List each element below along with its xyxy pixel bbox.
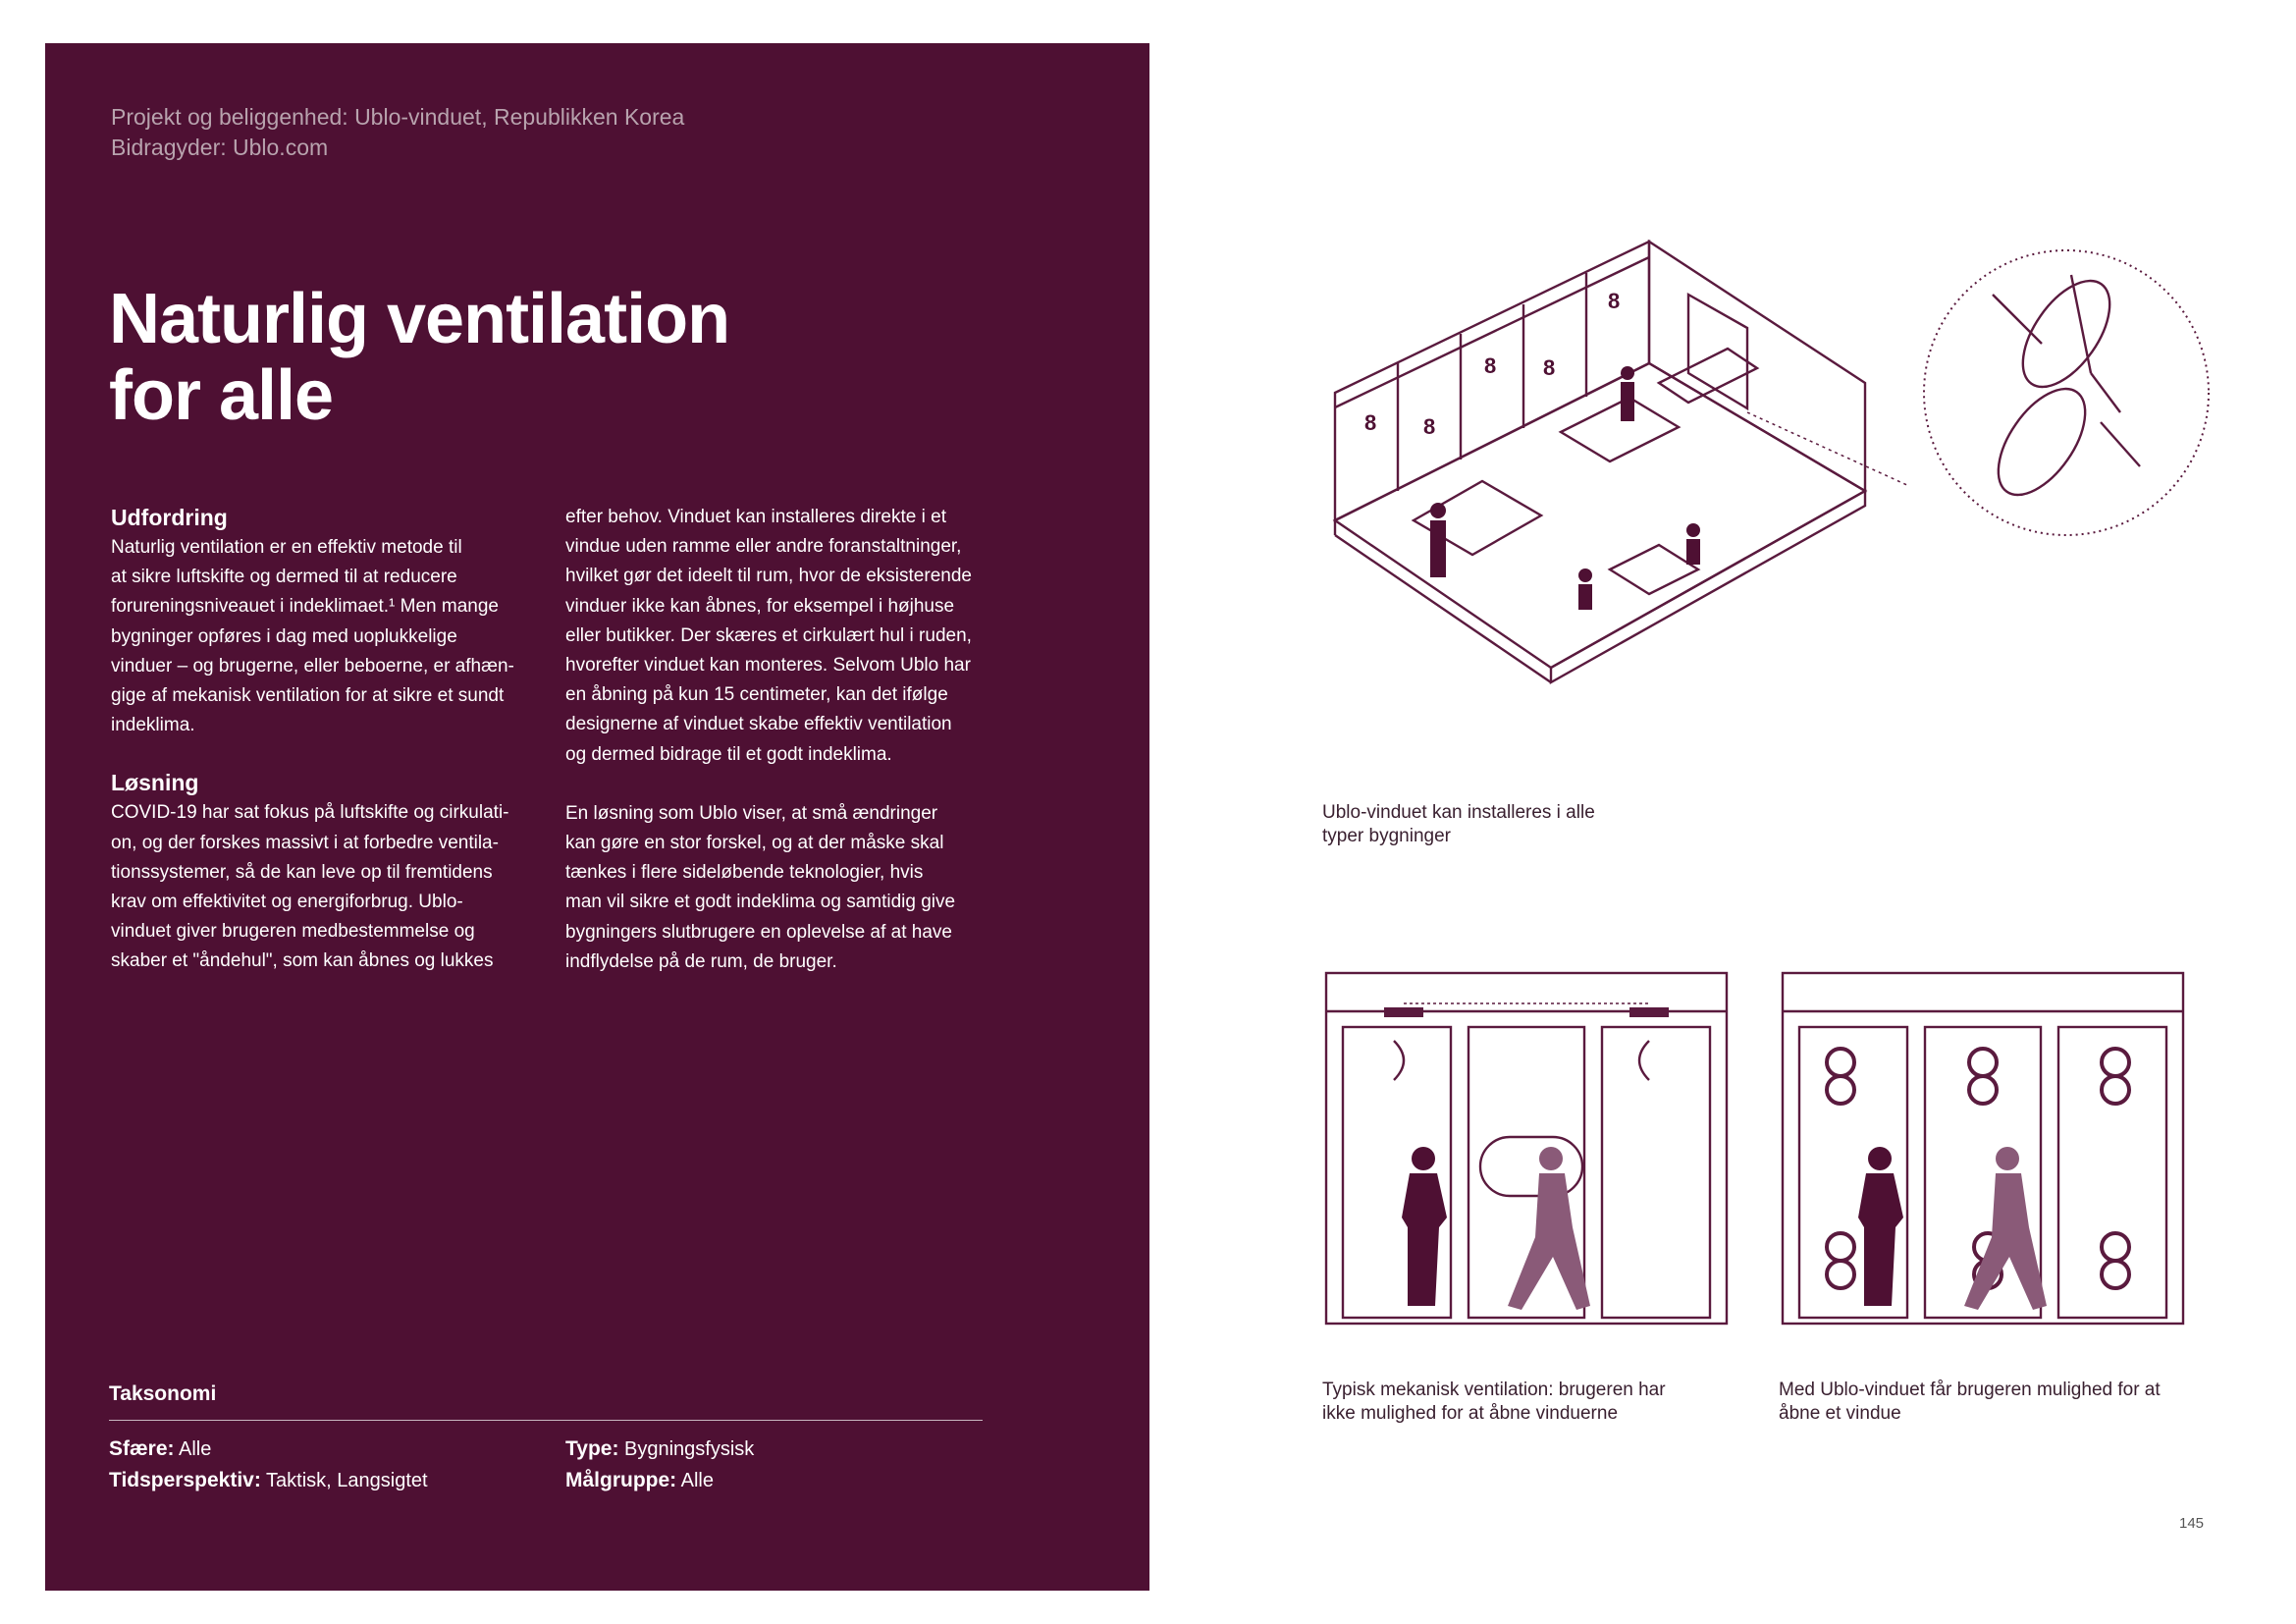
svg-text:8: 8: [1484, 353, 1497, 378]
text-line: skaber et "åndehul", som kan åbnes og lukkes: [111, 950, 494, 972]
caption-line: Ublo-vinduet kan installeres i alle: [1322, 802, 1595, 823]
svg-text:8: 8: [1543, 355, 1556, 380]
caption-line: typer bygninger: [1322, 826, 1451, 846]
text-line: on, og der forskes massivt i at forbedre ventila-: [111, 832, 499, 853]
heading-solution: Løsning: [111, 770, 199, 796]
text-line: designerne af vinduet skabe effektiv ventilation: [565, 714, 952, 735]
text-line: bygninger opføres i dag med uoplukkelige: [111, 625, 457, 647]
title-line-2: for alle: [109, 356, 334, 435]
heading-challenge: Udfordring: [111, 505, 228, 530]
text-line: vinduer ikke kan åbnes, for eksempel i højhuse: [565, 595, 955, 617]
text-line: vinduer – og brugerne, eller beboerne, er afhæn-: [111, 655, 514, 677]
caption-right: [1779, 1379, 2161, 1426]
caption-line: åbne et vindue: [1779, 1403, 1901, 1424]
text-line: indflydelse på de rum, de bruger.: [565, 950, 837, 972]
svg-text:8: 8: [1608, 289, 1621, 313]
page-title: [109, 281, 729, 434]
text-line: kan gøre en stor forskel, og at der måske skal: [565, 833, 944, 854]
caption-left: [1322, 1379, 1666, 1426]
text-line: en åbning på kun 15 centimeter, kan det ifølge: [565, 684, 948, 706]
text-line: hvilket gør det ideelt til rum, hvor de eksisterende: [565, 566, 972, 587]
text-line: at sikre luftskifte og dermed til at reducere: [111, 567, 457, 588]
svg-text:8: 8: [1364, 410, 1377, 435]
caption-line: Typisk mekanisk ventilation: brugeren har: [1322, 1380, 1666, 1400]
ublo-window-illustration: [1782, 972, 2184, 1326]
text-line: eller butikker. Der skæres et cirkulært hul i ruden,: [565, 624, 972, 646]
project-location: Projekt og beliggenhed: Ublo-vinduet, Republikken Korea: [111, 104, 685, 130]
text-line: efter behov. Vinduet kan installeres direkte i et: [565, 507, 946, 527]
text-line: tænkes i flere sideløbende teknologier, hvis: [565, 862, 924, 884]
text-line: tionssystemer, så de kan leve op til fremtidens: [111, 861, 493, 883]
meta-info: [111, 102, 684, 163]
text-line: krav om effektivitet og energiforbrug. Ublo-: [111, 892, 463, 913]
taxonomy-type: Type: Bygningsfysisk: [565, 1437, 755, 1460]
caption-line: Med Ublo-vinduet får brugeren mulighed for at: [1779, 1380, 2161, 1400]
title-line-1: Naturlig ventilation: [109, 280, 730, 358]
text-line: indeklima.: [111, 715, 195, 736]
taxonomy-divider: [109, 1420, 983, 1421]
text-line: hvorefter vinduet kan monteres. Selvom Ublo har: [565, 655, 971, 677]
text-line: vindue uden ramme eller andre foranstaltninger,: [565, 536, 962, 558]
page-number: 145: [2179, 1515, 2205, 1532]
taxonomy-right: [565, 1434, 754, 1496]
taxonomy-left: [109, 1434, 428, 1496]
text-column-left: [111, 503, 533, 977]
text-line: gige af mekanisk ventilation for at sikre et sundt: [111, 685, 505, 707]
text-line: vinduet giver brugeren medbestemmelse og: [111, 921, 475, 943]
text-line: man vil sikre et godt indeklima og samtidig give: [565, 892, 956, 913]
text-column-right: [565, 503, 988, 977]
text-line: og dermed bidrage til et godt indeklima.: [565, 743, 892, 765]
taxonomy-target: Målgruppe: Alle: [565, 1469, 714, 1491]
mechanical-ventilation-illustration: [1325, 972, 1728, 1326]
svg-text:8: 8: [1423, 414, 1436, 439]
taxonomy-time: Tidsperspektiv: Taktisk, Langsigtet: [109, 1469, 428, 1491]
text-line: Naturlig ventilation er en effektiv metode til: [111, 537, 462, 558]
caption-top: [1322, 801, 1595, 848]
room-illustration: [1315, 236, 2218, 746]
text-line: En løsning som Ublo viser, at små ændringer: [565, 802, 938, 824]
text-line: forureningsniveauet i indeklimaet.¹ Men mange: [111, 596, 499, 618]
taxonomy-sphere: Sfære: Alle: [109, 1437, 212, 1460]
text-line: bygningers slutbrugere en oplevelse af at have: [565, 921, 952, 943]
caption-line: ikke mulighed for at åbne vinduerne: [1322, 1403, 1619, 1424]
taxonomy-title: Taksonomi: [109, 1382, 217, 1405]
contributor: Bidragyder: Ublo.com: [111, 135, 329, 160]
text-line: COVID-19 har sat fokus på luftskifte og cirkulati-: [111, 802, 509, 824]
